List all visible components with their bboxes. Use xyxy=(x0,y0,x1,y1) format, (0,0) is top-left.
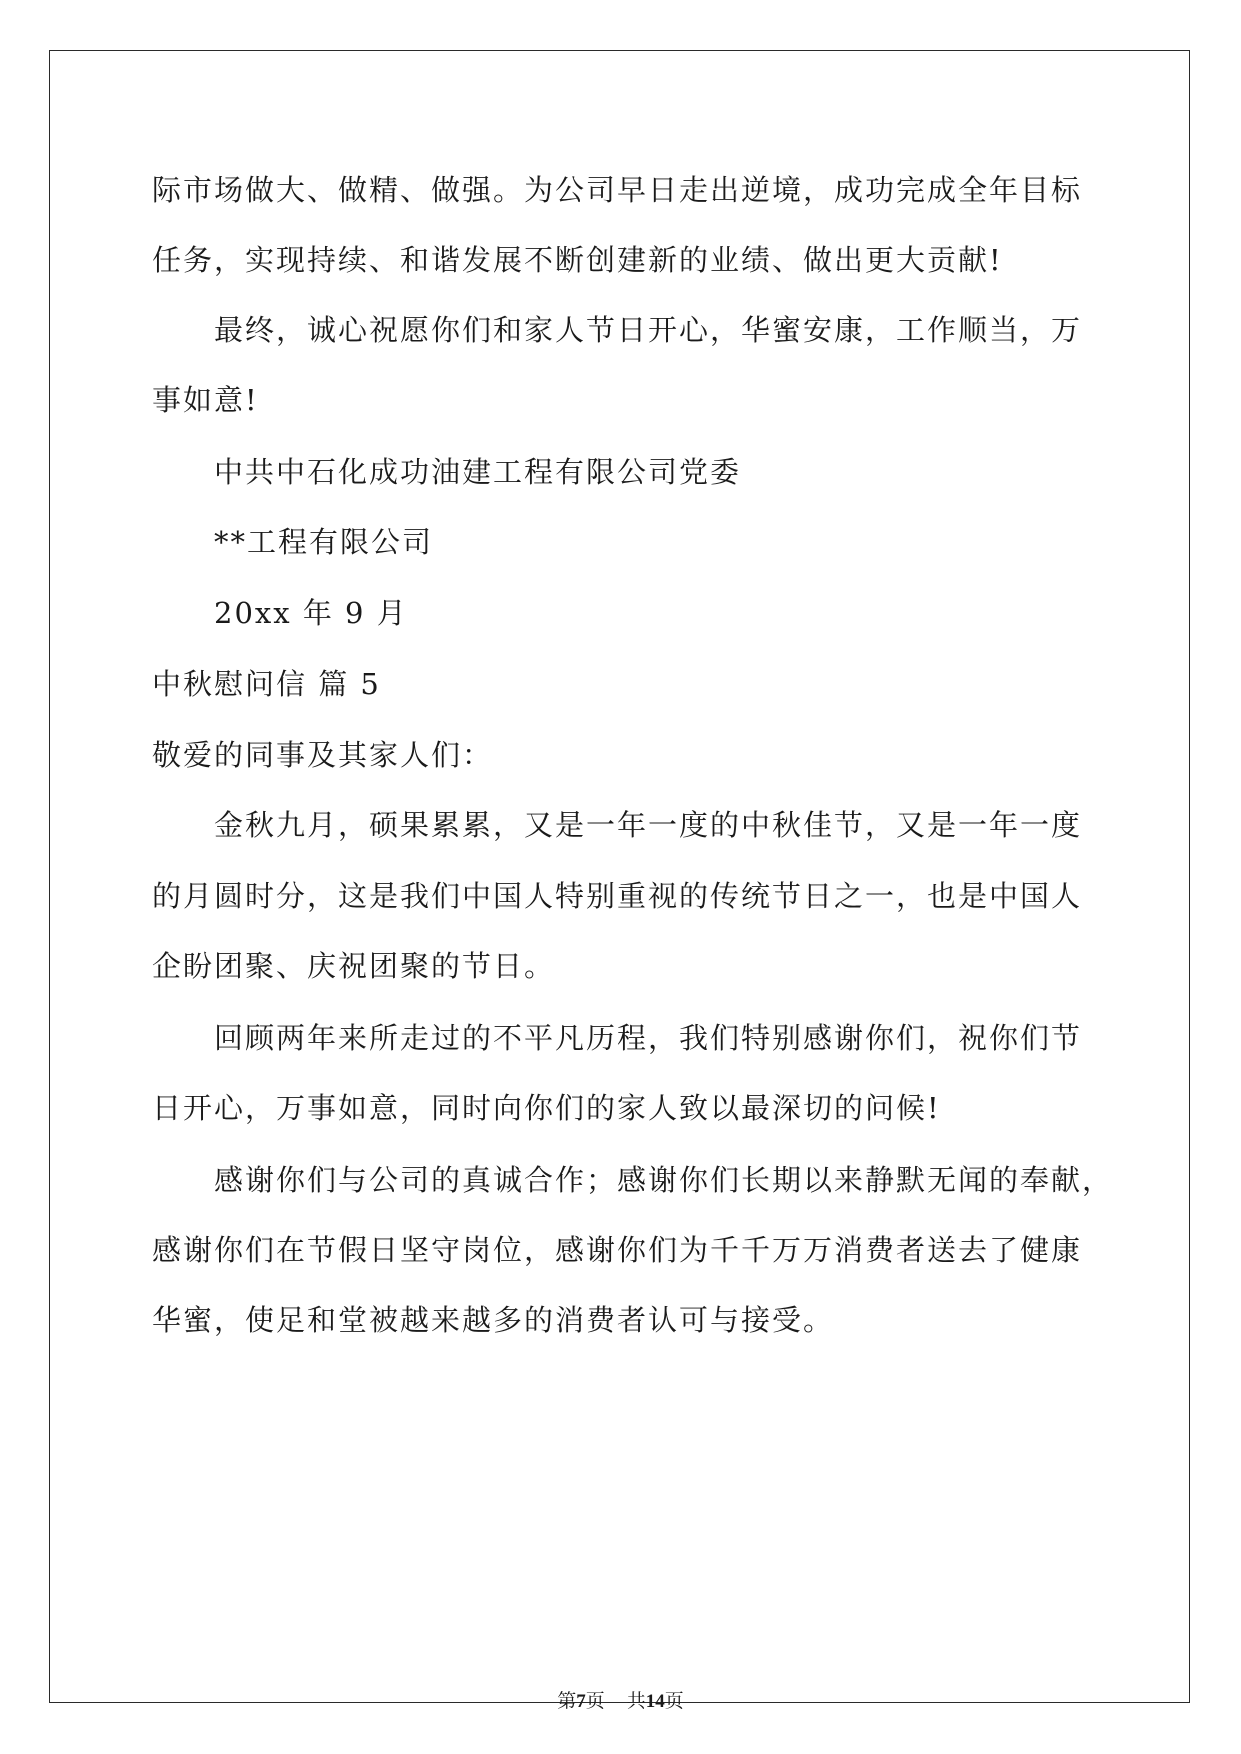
total-pages: 14 xyxy=(645,1691,665,1712)
body-text-line: 际市场做大、做精、做强。为公司早日走出逆境，成功完成全年目标 xyxy=(152,173,1083,207)
signature-company: **工程有限公司 xyxy=(214,525,434,559)
page-number: 7 xyxy=(576,1691,586,1712)
section-heading: 中秋慰问信 篇 5 xyxy=(152,667,381,701)
body-text-line: 华蜜，使足和堂被越来越多的消费者认可与接受。 xyxy=(152,1303,835,1337)
body-text-line: 感谢你们与公司的真诚合作；感谢你们长期以来静默无闻的奉献， xyxy=(214,1163,1114,1197)
page-footer xyxy=(0,1690,1241,1714)
signature-date: 20xx 年 9 月 xyxy=(214,596,408,630)
body-text-line: 的月圆时分，这是我们中国人特别重视的传统节日之一，也是中国人 xyxy=(152,879,1083,913)
page-suffix: 页 xyxy=(585,1691,605,1712)
body-text-line: 金秋九月，硕果累累，又是一年一度的中秋佳节，又是一年一度 xyxy=(214,808,1083,842)
body-text-line: 日开心，万事如意，同时向你们的家人致以最深切的问候! xyxy=(152,1091,941,1125)
body-text-line: 感谢你们在节假日坚守岗位，感谢你们为千千万万消费者送去了健康 xyxy=(152,1233,1083,1267)
total-suffix: 页 xyxy=(664,1691,684,1712)
page-prefix: 第 xyxy=(557,1691,577,1712)
body-text-line: 企盼团聚、庆祝团聚的节日。 xyxy=(152,949,556,983)
body-text-line: 回顾两年来所走过的不平凡历程，我们特别感谢你们，祝你们节 xyxy=(214,1021,1083,1055)
salutation: 敬爱的同事及其家人们： xyxy=(152,738,494,772)
body-text-line: 最终，诚心祝愿你们和家人节日开心，华蜜安康，工作顺当，万 xyxy=(214,313,1083,347)
body-text-line: 事如意! xyxy=(152,383,259,417)
signature-organization: 中共中石化成功油建工程有限公司党委 xyxy=(214,455,742,489)
body-text-line: 任务，实现持续、和谐发展不断创建新的业绩、做出更大贡献! xyxy=(152,243,1003,277)
total-prefix: 共 xyxy=(626,1691,646,1712)
